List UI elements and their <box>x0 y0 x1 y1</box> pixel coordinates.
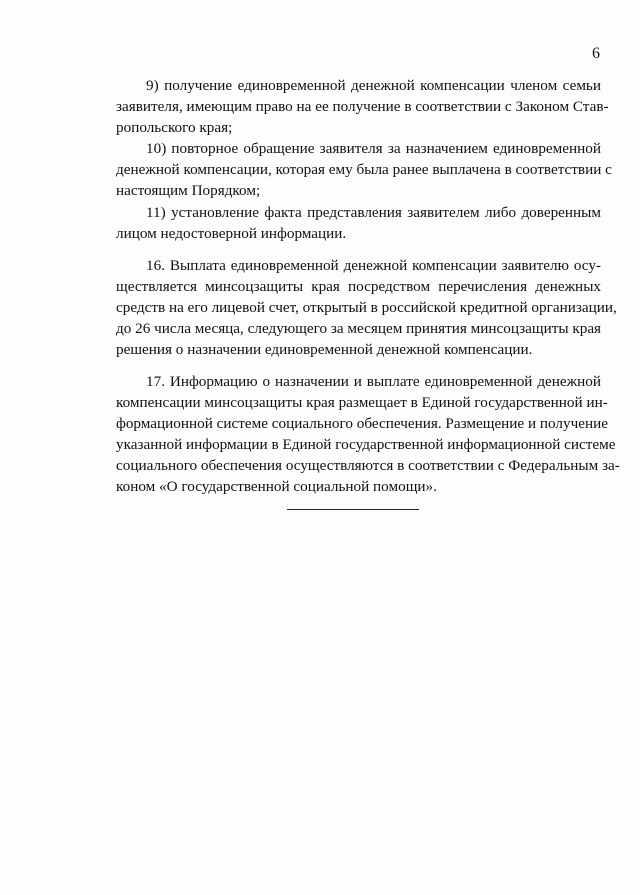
paragraph-17-line-1: 17. Информацию о назначении и выплате единовременной денежной <box>146 373 601 390</box>
paragraph-16-line-4: до 26 числа месяца, следующего за месяцем принятия минсоцзащиты края <box>116 320 602 337</box>
item-11-line-2: лицом недостоверной информации. <box>116 225 347 242</box>
paragraph-17-line-3: формационной системе социального обеспечения. Размещение и получение <box>116 415 608 432</box>
item-10-line-1: 10) повторное обращение заявителя за назначением единовременной <box>146 140 601 157</box>
paragraph-17-line-6: коном «О государственной социальной помощи». <box>116 478 437 495</box>
page-number: 6 <box>592 45 600 62</box>
item-9-line-2: заявителя, имеющим право на ее получение в соответствии с Законом Став- <box>116 98 609 115</box>
paragraph-17-line-2: компенсации минсоцзащиты края размещает в Единой государственной ин- <box>116 394 608 411</box>
paragraph-16-line-1: 16. Выплата единовременной денежной компенсации заявителю осу- <box>146 257 601 274</box>
item-9-line-1: 9) получение единовременной денежной компенсации членом семьи <box>146 77 601 94</box>
item-10-line-3: настоящим Порядком; <box>116 182 261 199</box>
paragraph-17-line-4: указанной информации в Единой государственной информационной системе <box>116 436 616 453</box>
end-divider-line <box>287 509 419 510</box>
item-10-line-2: денежной компенсации, которая ему была ранее выплачена в соответствии с <box>116 161 612 178</box>
item-11-line-1: 11) установление факта представления заявителем либо доверенным <box>146 204 601 221</box>
paragraph-16-line-2: ществляется минсоцзащиты края посредством перечисления денежных <box>116 278 601 295</box>
paragraph-17-line-5: социального обеспечения осуществляются в соответствии с Федеральным за- <box>116 457 620 474</box>
paragraph-16-line-5: решения о назначении единовременной денежной компенсации. <box>116 341 533 358</box>
item-9-line-3: ропольского края; <box>116 119 233 136</box>
paragraph-16-line-3: средств на его лицевой счет, открытый в российской кредитной организации, <box>116 299 617 316</box>
